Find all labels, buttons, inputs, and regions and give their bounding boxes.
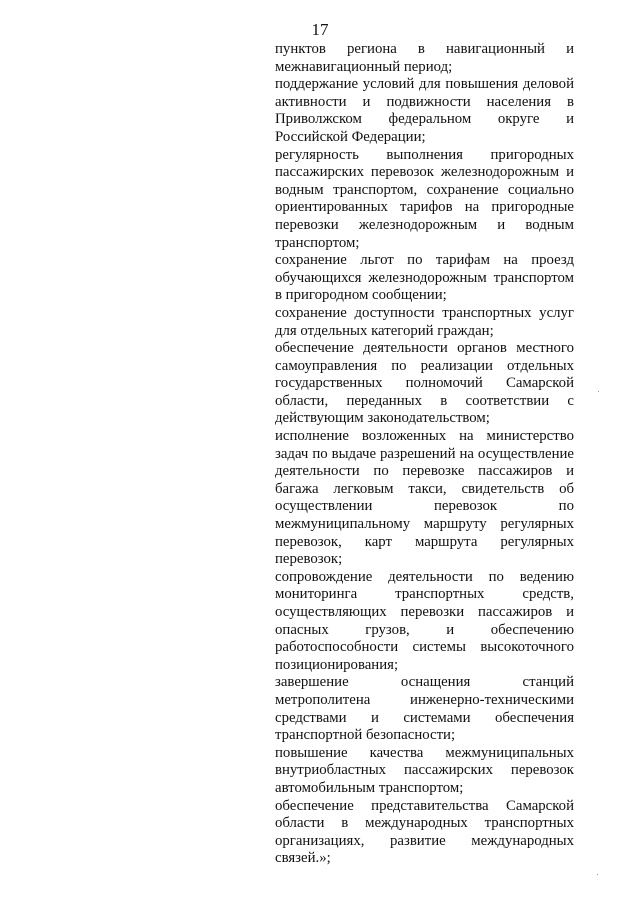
paragraph: пунктов региона в навигационный и межнавигационный период;	[275, 41, 574, 75]
page-number: 17	[311, 20, 329, 39]
paragraph: поддержание условий для повышения деловой активности и подвижности населения в Приволжском федеральном округе и Российской Федерации;	[275, 76, 574, 145]
body-text	[275, 41, 574, 868]
scan-speck	[597, 874, 598, 875]
paragraph: регулярность выполнения пригородных пассажирских перевозок железнодорожным и водным транспортом, сохранение социально ориентированных тарифов на пригородные перевозки железнодорожным и водным транспортом;	[275, 146, 574, 251]
paragraph: повышение качества межмуниципальных внутриобластных пассажирских перевозок автомобильным транспортом;	[275, 744, 574, 796]
paragraph: обеспечение представительства Самарской области в международных транспортных организациях, развитие международных связей.»;	[275, 797, 574, 867]
paragraph: завершение оснащения станций метрополитена инженерно-техническими средствами и системами обеспечения транспортной безопасности;	[275, 674, 574, 744]
paragraph: сохранение доступности транспортных услуг для отдельных категорий граждан;	[275, 304, 574, 339]
paragraph: обеспечение деятельности органов местного самоуправления по реализации отдельных государственных полномочий Самарской области, переданных в соответствии с действующим законодательством;	[275, 340, 574, 427]
scan-speck	[598, 391, 599, 392]
paragraph: сохранение льгот по тарифам на проезд обучающихся железнодорожным транспортом в пригородном сообщении;	[275, 252, 574, 304]
paragraph: сопровождение деятельности по ведению мониторинга транспортных средств, осуществляющих перевозки пассажиров и опасных грузов, и обеспечению работоспособности системы высокоточного позиционирования;	[275, 568, 574, 673]
paragraph: исполнение возложенных на министерство задач по выдаче разрешений на осуществление деятельности по перевозке пассажиров и багажа легковым такси, свидетельств об осуществлении перевозок по межмуниципальному маршруту регулярных перевозок, карт маршрута регулярных перевозок;	[275, 428, 574, 568]
